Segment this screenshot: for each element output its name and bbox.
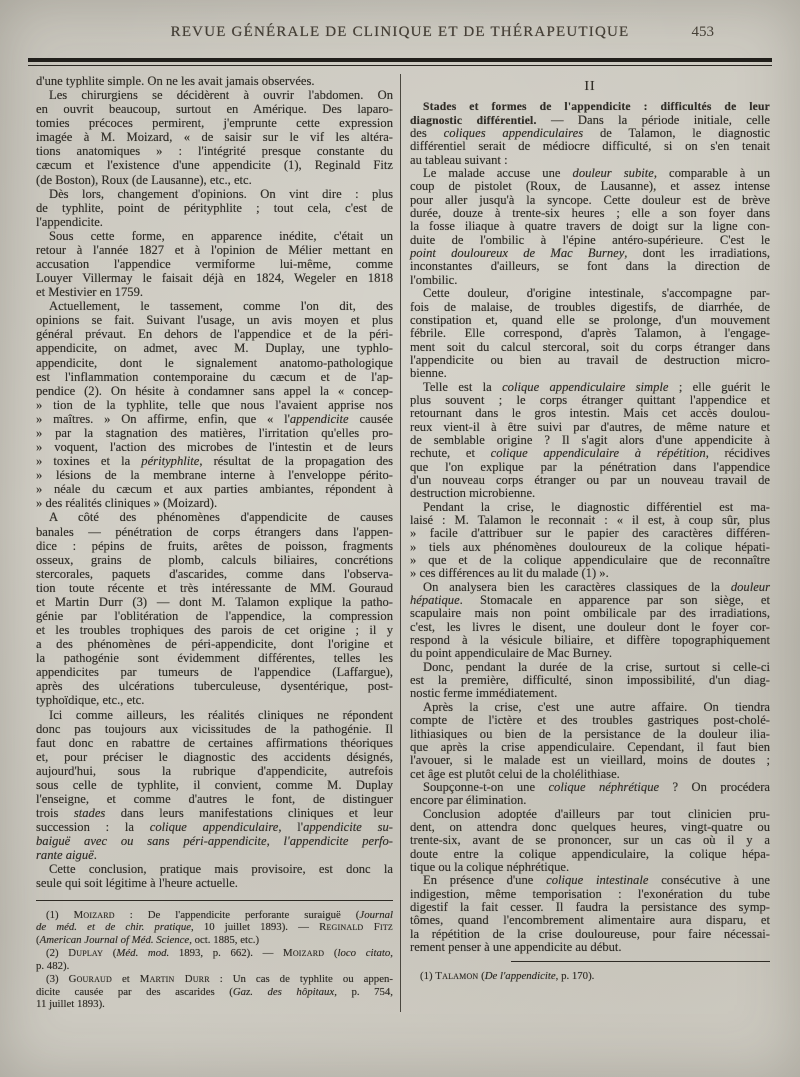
text-line: banales — pénétration de corps étrangers dans l'appen- bbox=[36, 524, 393, 539]
text-line: rechute, et colique appendiculaire à répétition, récidives bbox=[410, 446, 770, 461]
text-line: lithiasiques ou bien de la persistance de la douleur ilia- bbox=[410, 726, 770, 741]
paragraph bbox=[410, 100, 770, 167]
header-rule-thick bbox=[28, 58, 772, 62]
text-line: et, pour préciser le diagnostic des accidents désignés, bbox=[36, 749, 393, 764]
text-line: des coliques appendiculaires de Talamon, le diagnostic bbox=[410, 126, 770, 141]
left-footnote-rule bbox=[36, 900, 393, 901]
text-line: tion toute récente et très intéressante de MM. Gouraud bbox=[36, 580, 393, 595]
text-line: pour aller jusqu'à la syncope. Cette douleur est de brève bbox=[410, 192, 770, 207]
text-line: inconstantes d'ailleurs, se font dans la direction de bbox=[410, 259, 770, 274]
text-line: fois de malaise, de troubles digestifs, de diarrhée, de bbox=[410, 299, 770, 314]
text-line: » lésions de la membrane interne à l'enveloppe périto- bbox=[36, 468, 393, 483]
paragraph bbox=[36, 708, 393, 863]
paragraph bbox=[36, 947, 393, 972]
text-line: l'ombilic. bbox=[410, 272, 458, 287]
text-columns bbox=[0, 66, 800, 1012]
text-line: » ces différences au lit du malade (1) ». bbox=[410, 566, 609, 581]
text-line: après des ulcérations tuberculeuse, dysentérique, post- bbox=[36, 679, 393, 694]
text-line: dent, on attendra donc quelques heures, vingt-quatre ou bbox=[410, 819, 770, 834]
paragraph bbox=[36, 862, 393, 890]
text-line: A côté des phénomènes d'appendicite de causes bbox=[49, 510, 393, 525]
text-line: succession : la colique appendiculaire, l'appendicite su- bbox=[36, 820, 393, 835]
right-column-body bbox=[410, 100, 770, 954]
text-line: (American Journal of Méd. Science, oct. 1885, etc.) bbox=[36, 933, 260, 946]
text-line: tomies précoces permirent, j'emprunte cette expression bbox=[36, 116, 393, 131]
text-line: que après la crise appendiculaire. Cependant, il faut bien bbox=[410, 739, 770, 754]
text-line: (1) Moizard : De l'appendicite perforante suraiguë (Journal bbox=[46, 908, 393, 921]
text-line: trente-six, avant de se prononcer, sur un cas où il y a bbox=[410, 833, 770, 848]
paragraph bbox=[36, 74, 393, 88]
text-line: dice : pépins de fruits, arêtes de poisson, fragments bbox=[36, 538, 393, 553]
paragraph bbox=[36, 973, 393, 1011]
text-line: c'est, les livres le disent, une douleur dont le foyer cor- bbox=[410, 619, 770, 634]
text-line: » facile d'attribuer sur le papier des caractères différen- bbox=[410, 526, 770, 541]
text-line: du point appendiculaire de Mac Burney. bbox=[410, 646, 613, 661]
text-line: p. 482). bbox=[36, 959, 70, 972]
text-line: fébrile. Elle correspond, d'après Talamon, à l'engage- bbox=[410, 326, 770, 341]
text-line: d'une typhlite simple. On ne les avait jamais observées. bbox=[36, 74, 315, 88]
text-line: retournant dans le gros intestin. Mais cet accès doulou- bbox=[410, 406, 770, 421]
paragraph bbox=[410, 701, 770, 781]
text-line: Dès lors, changement d'opinions. On vint dire : plus bbox=[49, 186, 393, 201]
text-line: cet âge est plutôt celui de la cholélithiase. bbox=[410, 766, 620, 781]
text-line: que l'on explique par la pénétration dans l'appendice bbox=[410, 459, 770, 474]
right-footnote-rule bbox=[511, 961, 770, 962]
text-line: de typhlite, point de pérityphlite ; tout cela, c'est de bbox=[36, 200, 393, 215]
text-line: de méd. et de chir. pratique, 10 juillet 1893). — Reginald Fitz bbox=[36, 921, 393, 934]
text-line: Cette douleur, d'origine intestinale, s'accompagne par- bbox=[423, 286, 770, 301]
text-line: appendicite, dont le signalement anatomo-pathologique bbox=[36, 355, 393, 370]
text-line: et les troubles trophiques des parois de cet origine ; il y bbox=[36, 623, 393, 638]
page-number: 453 bbox=[691, 24, 714, 40]
text-line: a des phénomènes de péri-appendicite, dont l'origine et bbox=[36, 637, 393, 652]
journal-title: REVUE GÉNÉRALE DE CLINIQUE ET DE THÉRAPEUTIQUE bbox=[170, 24, 630, 40]
text-line: Conclusion adoptée d'ailleurs par tout clinicien pru- bbox=[423, 806, 770, 821]
text-line: Sous cette forme, en apparence inédite, c'était un bbox=[49, 228, 393, 243]
paragraph bbox=[410, 501, 770, 581]
text-line: scapulaire mais non point ombilicale par des irradiations, bbox=[410, 606, 770, 621]
text-line: ment soit du calcul stercoral, soit du corps étranger dans bbox=[410, 339, 770, 354]
text-line: Le malade accuse une douleur subite, comparable à un bbox=[423, 166, 770, 181]
text-line: est la première, difficulté, sinon impossibilité, d'un diag- bbox=[410, 673, 770, 688]
paragraph bbox=[410, 167, 770, 287]
paragraph bbox=[410, 381, 770, 501]
paragraph bbox=[410, 781, 770, 808]
text-line: baiguë avec ou sans péri-appendicite, l'appendicite perfo- bbox=[36, 834, 393, 849]
paragraph bbox=[410, 287, 770, 380]
text-line: l'enseigne, et comme d'autres le font, de distinguer bbox=[36, 791, 393, 806]
text-line: reux vient-il à être suivi par d'autres, de même nature et bbox=[410, 419, 770, 434]
text-line: » toxines et la pérityphlite, résultat de la propagation des bbox=[36, 454, 394, 469]
text-line: Donc, pendant la durée de la crise, surtout si celle-ci bbox=[423, 659, 770, 674]
text-line: cæcum et l'existence d'une appendicite (1), Reginald Fitz bbox=[36, 158, 393, 173]
text-line: tique ou la colique néphrétique. bbox=[410, 859, 570, 874]
text-line: » tion de la typhlite, telle que nous l'avaient apprise nos bbox=[36, 397, 393, 412]
text-line: (2) Duplay (Méd. mod. 1893, p. 662). — Moizard (loco citato, bbox=[46, 947, 393, 960]
text-line: (1) Talamon (De l'appendicite, p. 170). bbox=[420, 970, 595, 983]
text-line: typhoïdique, etc., etc. bbox=[36, 693, 145, 708]
text-line: digestif la fait cesser. Il faudra la persistance des symp- bbox=[410, 899, 770, 914]
paragraph bbox=[36, 187, 393, 229]
text-line: doute entre la colique appendiculaire, la colique hépa- bbox=[410, 846, 770, 861]
text-line: Louyer Villermay le faisait déjà en 1824, Wegeler en 1818 bbox=[36, 271, 393, 286]
right-footnotes bbox=[410, 970, 770, 983]
text-line: osseux, grains de plomb, calculs biliaires, concrétions bbox=[36, 552, 393, 567]
text-line: plus souvent ; le corps étranger quittant l'appendice et bbox=[410, 392, 770, 407]
text-line: constipation et, quand elle se prolonge, d'un mouvement bbox=[410, 312, 770, 327]
text-line: tions anatomiques » : l'intégrité presque constante du bbox=[36, 144, 393, 159]
text-line: coup de pistolet (Roux, de Lausanne), et assez intense bbox=[410, 179, 770, 194]
text-line: appendicites par tumeurs de l'appendice (Laffargue), bbox=[36, 665, 393, 680]
text-line: opinions se fait. Suivant l'usage, un avis moyen et plus bbox=[36, 313, 393, 328]
paragraph bbox=[410, 661, 770, 701]
text-line: est l'inflammation contemporaine du cæcum et de l'ap- bbox=[36, 369, 393, 384]
left-footnotes bbox=[36, 909, 393, 1011]
paragraph bbox=[36, 88, 393, 187]
paragraph bbox=[36, 229, 393, 299]
text-line: l'avouer, si le malade est un vieillard, moins de doutes ; bbox=[410, 753, 770, 768]
text-line: Cette conclusion, pratique mais provisoire, est donc la bbox=[49, 862, 393, 877]
text-line: trois stades dans leurs manifestations cliniques et leur bbox=[36, 806, 393, 821]
paragraph bbox=[410, 808, 770, 875]
text-line: Après la crise, c'est une autre affaire. On tiendra bbox=[423, 699, 770, 714]
text-line: » tiels aux phénomènes douloureux de la colique hépati- bbox=[410, 539, 770, 554]
text-line: (3) Gouraud et Martin Durr : Un cas de typhlite ou appen- bbox=[46, 973, 393, 986]
text-line: laisé : M. Talamon le reconnait : « il est, à coup sûr, plus bbox=[410, 513, 770, 527]
paragraph bbox=[36, 299, 393, 510]
text-line: accusation l'appendice vermiforme lui-même, comme bbox=[36, 257, 393, 272]
paragraph bbox=[410, 874, 770, 954]
text-line: indigestion, même temporisation : l'exonération du tube bbox=[410, 886, 770, 901]
text-line: Telle est la colique appendiculaire simple ; elle guérit le bbox=[423, 379, 770, 394]
text-line: » par la stagnation des matières, l'irritation qu'elles pro- bbox=[36, 425, 393, 440]
text-line: retour à l'année 1827 et à l'opinion de Mélier mettant en bbox=[36, 242, 393, 257]
left-column-body bbox=[36, 74, 393, 891]
text-line: 11 juillet 1893). bbox=[36, 998, 105, 1011]
text-line: aujourd'hui, sous la rubrique d'appendicite, autrefois bbox=[36, 763, 393, 778]
text-line: et Mestivier en 1759. bbox=[36, 285, 144, 300]
text-line: » des réalités cliniques » (Moizard). bbox=[36, 496, 218, 511]
paragraph bbox=[410, 581, 770, 661]
text-line: compte de l'ictère et des troubles gastriques post-cholé- bbox=[410, 713, 770, 728]
text-line: différentiel serait de médiocre difficulté, si on s'en tenait bbox=[410, 139, 770, 154]
text-line: Pendant la crise, le diagnostic différentiel est ma- bbox=[423, 499, 770, 514]
text-line: appendicite, on admet, avec M. Duplay, une typhlo- bbox=[36, 341, 393, 356]
text-line: pendice (2). On hésite à condamner sans appel la « concep- bbox=[36, 383, 393, 398]
text-line: l'appendicite. bbox=[36, 214, 103, 229]
text-line: rement penser à une appendicite au début. bbox=[410, 940, 622, 954]
section-number-heading: II bbox=[584, 79, 596, 94]
page-header bbox=[0, 0, 800, 54]
text-line: sous celle de typhlite, il convient, comme M. Duplay bbox=[36, 777, 393, 792]
text-line: d'un nouveau corps étranger ou par un nouveau travail de bbox=[410, 472, 770, 487]
text-line: » que et de la colique appendiculaire que de reconnaître bbox=[410, 553, 770, 568]
text-line: la répétition de la crise douloureuse, pour faire nécessai- bbox=[410, 926, 770, 941]
text-line: génie par l'oblitération de l'appendice, la compression bbox=[36, 608, 393, 623]
text-line: stercorales, paquets d'ascarides, comme dans l'observa- bbox=[36, 566, 393, 581]
text-line: nostic ferme immédiatement. bbox=[410, 686, 558, 701]
text-line: Actuellement, le tassement, comme l'on dit, des bbox=[49, 299, 393, 314]
paragraph bbox=[410, 970, 770, 983]
text-line: duite de l'ombilic à l'épine antéro-supérieure. C'est le bbox=[410, 232, 770, 247]
text-line: respond à la vésicule biliaire, et diffère topographiquement bbox=[410, 633, 770, 648]
text-line: tômes, quand l'encombrement alimentaire aura disparu, et bbox=[410, 913, 770, 928]
text-line: (de Boston), Roux (de Lausanne), etc., etc. bbox=[36, 172, 252, 187]
text-line: au tableau suivant : bbox=[410, 152, 508, 167]
text-line: dicite causée par des ascarides (Gaz. des hôpitaux, p. 754, bbox=[36, 985, 394, 998]
text-line: et Martin Durr (3) — dont M. Talamon explique la patho- bbox=[36, 594, 393, 609]
text-line: En présence d'une colique intestinale consécutive à une bbox=[423, 873, 770, 888]
text-line: » voquent, l'action des microbes de l'intestin et de leurs bbox=[36, 440, 393, 455]
text-line: diagnostic différentiel. — Dans la période initiale, celle bbox=[410, 112, 770, 127]
text-line: destruction microbienne. bbox=[410, 486, 536, 501]
text-line: point douloureux de Mac Burney, dont les irradiations, bbox=[410, 246, 770, 261]
paragraph bbox=[36, 909, 393, 947]
text-line: bienne. bbox=[410, 366, 447, 381]
text-line: général prévaut. En dehors de l'appendice et de la péri- bbox=[36, 327, 393, 342]
text-line: la pathogénie sont évidemment différentes, telles les bbox=[36, 651, 393, 666]
text-line: imagée à M. Moizard, « de saisir sur le vif les altéra- bbox=[36, 130, 393, 145]
text-line: l'appendicite ou bien au travail de destruction micro- bbox=[410, 352, 770, 367]
text-line: donc pas toujours aux vicissitudes de la pathogénie. Il bbox=[36, 721, 393, 736]
text-line: hépatique. Stomacale en apparence par son siège, et bbox=[410, 593, 770, 608]
text-line: Stades et formes de l'appendicite : difficultés de leur bbox=[423, 100, 770, 114]
paragraph bbox=[36, 510, 393, 707]
text-line: encore par élimination. bbox=[410, 793, 527, 808]
text-line: On analysera bien les caractères classiques de la douleur bbox=[423, 579, 770, 594]
text-line: en ouvrit beaucoup, surtout en Amérique. Des laparo- bbox=[36, 102, 393, 117]
text-line: seule qui soit légitime à l'heure actuelle. bbox=[36, 876, 238, 891]
text-line: Soupçonne-t-on une colique néphrétique ? On procédera bbox=[423, 779, 770, 794]
text-line: rante aiguë. bbox=[36, 848, 97, 863]
text-line: Ici comme ailleurs, les réalités cliniques ne répondent bbox=[49, 707, 393, 722]
right-column bbox=[401, 74, 770, 1012]
text-line: Les chirurgiens se décidèrent à ouvrir l'abdomen. On bbox=[49, 88, 393, 103]
text-line: de semblable origine ? Il s'agit alors d'une appendicite à bbox=[410, 432, 770, 447]
left-column bbox=[36, 74, 393, 1012]
text-line: la fosse iliaque à quatre travers de doigt sur la ligne con- bbox=[410, 219, 770, 234]
text-line: faut donc en rabattre de certaines affirmations théoriques bbox=[36, 735, 393, 750]
text-line: » néale du cæcum et aux parties ambiantes, répondent à bbox=[36, 482, 393, 497]
text-line: durée, douze à trente-six heures ; elle a son foyer dans bbox=[410, 206, 770, 221]
text-line: » maîtres. » On affirme, enfin, que « l'appendicite causée bbox=[36, 411, 393, 426]
